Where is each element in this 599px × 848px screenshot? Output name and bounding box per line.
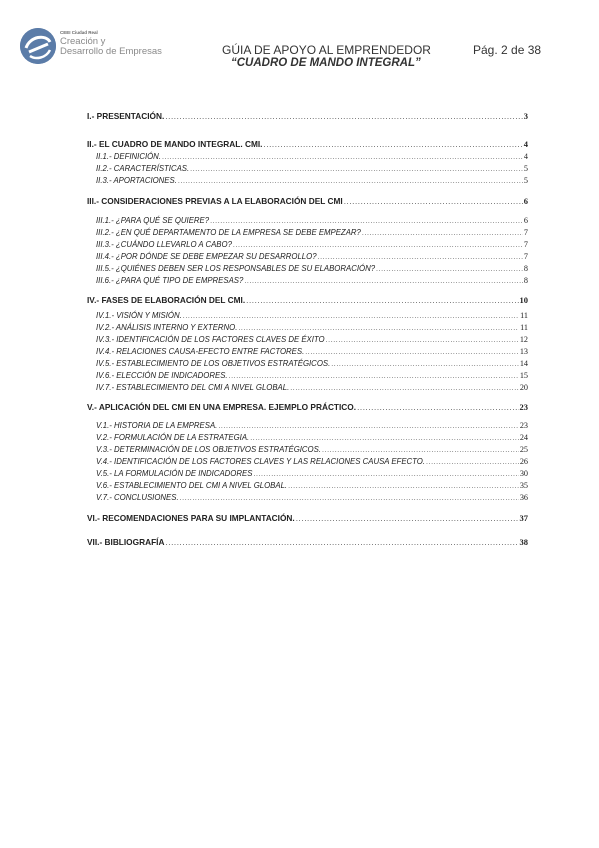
toc-entry-title: V.4.- IDENTIFICACIÓN DE LOS FACTORES CLAVES Y LAS RELACIONES CAUSA EFECTO. [96,457,425,466]
toc-entry-page: 37 [519,513,528,523]
toc-entry-subsection [87,176,528,185]
toc-entry-title: III.- CONSIDERACIONES PREVIAS A LA ELABORACIÓN DEL CMI [87,196,343,206]
toc-entry-title: IV.3.- IDENTIFICACIÓN DE LOS FACTORES CLAVES DE ÉXITO [96,335,325,344]
toc-entry-page: 8 [523,276,528,285]
toc-entry-title: V.1.- HISTORIA DE LA EMPRESA. [96,421,218,430]
toc-entry-page: 36 [519,493,528,502]
toc-leader-dots [238,325,519,332]
toc-leader-dots [253,471,518,478]
toc-entry-title: V.6.- ESTABLECIMIENTO DEL CMI A NIVEL GLOBAL. [96,481,288,490]
logo-emblem-icon [20,28,56,64]
toc-leader-dots [322,447,519,454]
toc-entry-page: 6 [523,196,528,206]
toc-entry-section [87,111,528,121]
document-title: GÚIA DE APOYO AL EMPRENDEDOR [222,43,431,57]
toc-leader-dots [233,242,523,249]
toc-entry-title: IV.- FASES DE ELABORACIÓN DEL CMI. [87,295,246,305]
toc-entry-title: I.- PRESENTACIÓN. [87,111,165,121]
toc-entry-subsection [87,347,528,356]
toc-entry-page: 20 [519,383,528,392]
toc-entry-title: IV.5.- ESTABLECIMIENTO DE LOS OBJETIVOS ESTRATÉGICOS. [96,359,331,368]
toc-entry-page: 5 [523,164,528,173]
toc-entry-title: IV.6.- ELECCIÓN DE INDICADORES. [96,371,228,380]
toc-entry-subsection [87,152,528,161]
toc-leader-dots [229,373,519,380]
toc-entry-title: II.2.- CARACTERÍSTICAS. [96,164,190,173]
toc-leader-dots [183,313,519,320]
toc-entry-subsection [87,252,528,261]
logo-org-name: CEEI Ciudad Real [60,30,98,35]
toc-leader-dots [180,495,519,502]
toc-entry-title: III.3.- ¿CUÁNDO LLEVARLO A CABO? [96,240,232,249]
toc-entry-title: VII.- BIBLIOGRAFÍA [87,537,165,547]
toc-entry-page: 30 [519,469,528,478]
toc-leader-dots [290,385,519,392]
toc-entry-page: 12 [519,335,528,344]
toc-entry-page: 23 [519,402,528,412]
toc-entry-page: 4 [523,139,528,149]
toc-leader-dots [263,140,522,149]
toc-leader-dots [331,361,519,368]
toc-leader-dots [362,230,523,237]
toc-entry-title: V.2.- FORMULACIÓN DE LA ESTRATEGIA. [96,433,250,442]
toc-entry-page: 10 [519,295,528,305]
toc-entry-section [87,402,528,412]
toc-leader-dots [318,254,523,261]
toc-entry-title: III.4.- ¿POR DÓNDE SE DEBE EMPEZAR SU DESARROLLO? [96,252,317,261]
toc-entry-page: 25 [519,445,528,454]
toc-entry-subsection [87,445,528,454]
toc-leader-dots [246,296,518,305]
toc-entry-title: II.1.- DEFINICIÓN. [96,152,161,161]
toc-entry-title: III.2.- ¿EN QUÉ DEPARTAMENTO DE LA EMPRESA SE DEBE EMPEZAR? [96,228,361,237]
toc-entry-subsection [87,311,528,320]
toc-entry-subsection [87,433,528,442]
toc-leader-dots [244,278,523,285]
toc-leader-dots [165,112,522,121]
toc-entry-subsection [87,164,528,173]
toc-entry-subsection [87,457,528,466]
toc-entry-section [87,537,528,547]
toc-entry-section [87,139,528,149]
logo-line-1: Creación y [60,36,106,47]
toc-entry-page: 4 [523,152,528,161]
toc-entry-page: 11 [520,311,528,320]
toc-entry-page: 24 [519,433,528,442]
toc-entry-page: 23 [519,421,528,430]
toc-entry-subsection [87,493,528,502]
toc-entry-section [87,295,528,305]
toc-entry-title: VI.- RECOMENDACIONES PARA SU IMPLANTACIÓN. [87,513,295,523]
toc-leader-dots [357,403,518,412]
toc-entry-section [87,196,528,206]
toc-entry-subsection [87,276,528,285]
toc-entry-page: 13 [519,347,528,356]
toc-entry-page: 35 [519,481,528,490]
toc-entry-page: 5 [523,176,528,185]
toc-entry-page: 8 [523,264,528,273]
toc-leader-dots [218,423,518,430]
toc-leader-dots [288,483,519,490]
toc-entry-subsection [87,335,528,344]
toc-entry-page: 7 [523,252,528,261]
toc-entry-title: II.3.- APORTACIONES. [96,176,177,185]
toc-entry-page: 38 [519,537,528,547]
toc-leader-dots [190,166,523,173]
toc-entry-page: 14 [519,359,528,368]
toc-entry-subsection [87,421,528,430]
toc-entry-page: 15 [519,371,528,380]
toc-entry-subsection [87,371,528,380]
toc-leader-dots [165,538,518,547]
toc-entry-title: V.3.- DETERMINACIÓN DE LOS OBJETIVOS ESTRATÉGICOS. [96,445,321,454]
toc-entry-subsection [87,240,528,249]
toc-entry-title: IV.4.- RELACIONES CAUSA-EFECTO ENTRE FACTORES. [96,347,305,356]
document-subtitle: “CUADRO DE MANDO INTEGRAL” [231,57,421,69]
toc-entry-title: IV.1.- VISIÓN Y MISIÓN. [96,311,182,320]
toc-leader-dots [250,435,519,442]
toc-leader-dots [305,349,519,356]
toc-entry-title: V.5.- LA FORMULACIÓN DE INDICADORES [96,469,253,478]
page-number: Pág. 2 de 38 [473,43,542,57]
organization-logo [20,26,170,68]
toc-entry-subsection [87,469,528,478]
toc-leader-dots [344,197,523,206]
toc-leader-dots [426,459,519,466]
toc-entry-subsection [87,481,528,490]
toc-leader-dots [178,178,523,185]
toc-leader-dots [210,218,523,225]
toc-entry-page: 26 [519,457,528,466]
toc-entry-subsection [87,264,528,273]
toc-entry-subsection [87,228,528,237]
toc-entry-title: V.7.- CONCLUSIONES. [96,493,179,502]
toc-entry-subsection [87,383,528,392]
toc-entry-subsection [87,216,528,225]
toc-entry-page: 7 [523,240,528,249]
toc-leader-dots [376,266,523,273]
toc-leader-dots [326,337,519,344]
toc-entry-page: 11 [520,323,528,332]
toc-entry-title: III.5.- ¿QUIÉNES DEBEN SER LOS RESPONSABLES DE SU ELABORACIÓN? [96,264,376,273]
toc-entry-title: V.- APLICACIÓN DEL CMI EN UNA EMPRESA. EJEMPLO PRÁCTICO. [87,402,357,412]
toc-entry-title: III.6.- ¿PARA QUÉ TIPO DE EMPRESAS? [96,276,244,285]
toc-entry-page: 6 [523,216,528,225]
toc-entry-subsection [87,359,528,368]
toc-entry-page: 7 [523,228,528,237]
toc-entry-title: IV.7.- ESTABLECIMIENTO DEL CMI A NIVEL GLOBAL. [96,383,290,392]
toc-entry-subsection [87,323,528,332]
logo-line-2: Desarrollo de Empresas [60,46,162,57]
toc-leader-dots [296,514,519,523]
toc-entry-section [87,513,528,523]
toc-entry-title: III.1.- ¿PARA QUÉ SE QUIERE? [96,216,210,225]
toc-entry-title: II.- EL CUADRO DE MANDO INTEGRAL. CMI. [87,139,263,149]
toc-entry-page: 3 [523,111,528,121]
toc-entry-title: IV.2.- ANÁLISIS INTERNO Y EXTERNO. [96,323,238,332]
toc-leader-dots [162,154,523,161]
